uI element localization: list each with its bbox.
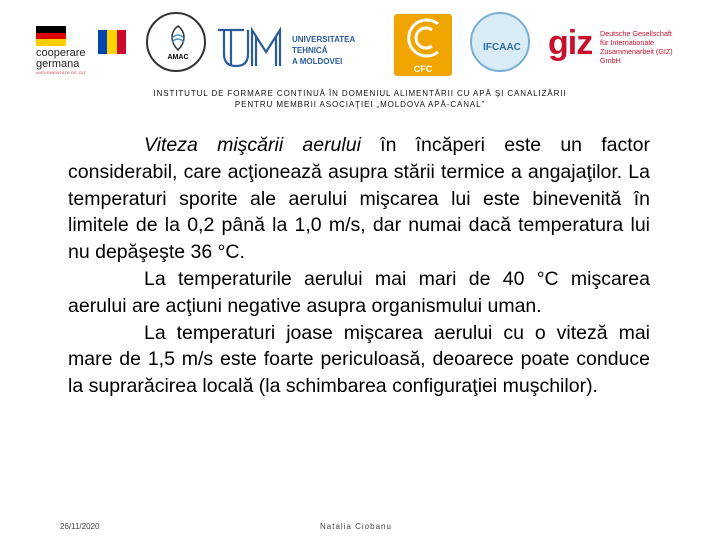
utm-logo	[214, 8, 384, 80]
footer-author: Natalia Ciobanu	[320, 522, 392, 531]
ifcaac-label: IFCAAC	[483, 42, 521, 53]
institute-header	[60, 88, 660, 110]
paragraph-1-emphasis: Viteza mişcării aerului	[144, 134, 361, 156]
cfc-badge-icon	[394, 14, 452, 76]
moldova-flag-icon	[98, 30, 126, 54]
giz-logo	[548, 8, 688, 80]
paragraph-2: La temperaturile aerului mai mari de 40 °C mişcarea aerului are acţiuni negative asupra organismului uman.	[68, 267, 650, 317]
institute-header-line1: INSTITUTUL DE FORMARE CONTINUĂ ÎN DOMENIUL ALIMENTĂRII CU APĂ ŞI CANALIZĂRII	[153, 89, 567, 98]
cfc-label: CFC	[413, 64, 433, 74]
paragraph-3: La temperaturi joase mişcarea aerului cu o viteză mai mare de 1,5 m/s este foarte periculoasă, deoarece poate conduce la suprarăcirea locală (la schimbarea configuraţiei muşchilor).	[68, 321, 650, 398]
ifcaac-logo	[470, 8, 532, 80]
giz-wordmark: giz	[548, 24, 593, 62]
amac-label: AMAC	[167, 54, 189, 61]
institute-header-line2: PENTRU MEMBRII ASOCIAŢIEI „MOLDOVA APĂ-CANAL”	[234, 100, 486, 109]
german-flag-icon	[36, 26, 66, 46]
slide-body	[68, 132, 650, 400]
amac-seal-icon	[146, 12, 206, 72]
giz-logo-text: Deutsche Gesellschaft für Internationale Zusammenarbeit (GIZ) GmbH	[600, 29, 673, 65]
ifcaac-seal-icon	[470, 12, 530, 72]
cfc-logo	[394, 8, 454, 80]
paragraph-1	[68, 132, 650, 266]
logo-strip	[0, 8, 720, 80]
footer-date: 26/11/2020	[60, 522, 100, 531]
amac-logo	[146, 8, 210, 80]
utm-logo-text: UNIVERSITATEA TEHNICĂ A MOLDOVEI	[292, 35, 355, 66]
paragraph-1-text: în încăperi este un factor considerabil, care acţionează asupra stării termice a angajaţilor. La temperaturi sporite ale aerului mişcarea lui este binevenită în limitele de la 0,2 până la 1,0 m/s, dar numai dacă temperatura lui nu depăşeşte 36 °C.	[68, 134, 651, 264]
cooperare-germana-logo	[36, 8, 128, 80]
coop-logo-text: cooperare germana	[36, 47, 86, 70]
coop-logo-subtitle: IMPLEMENTATA DE GIZ	[36, 70, 87, 75]
utm-mark-icon	[214, 24, 294, 70]
